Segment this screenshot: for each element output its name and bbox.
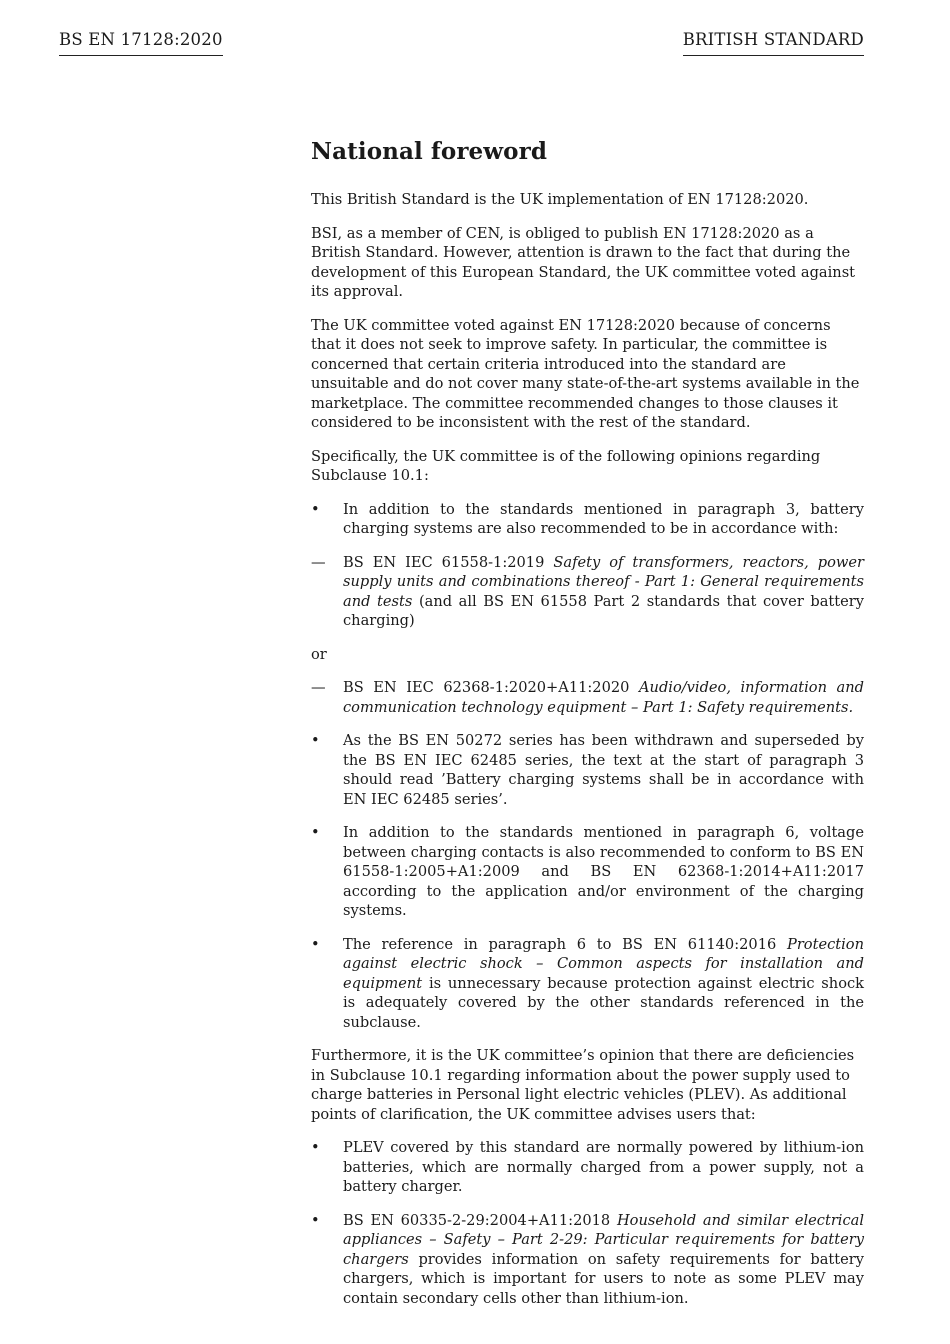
bullet-marker: • bbox=[311, 1211, 320, 1229]
paragraph-vote-against: The UK committee voted against EN 17128:2020 because of concerns that it does not seek to improve safety. In particular, the committee is concerned that certain criteria introduced into the standard are unsuitable and do not cover many state-of-the-art systems available in the marketplace. The committee recommended changes to those clauses it considered to be inconsistent with the rest of the standard. bbox=[311, 316, 860, 431]
list-item bbox=[311, 678, 864, 717]
list-item-text: is unnecessary because protection against electric shock is adequately covered by the other standards referenced in the subclause. bbox=[343, 974, 864, 1031]
standard-title: Protection against electric shock – Common aspects for installation and equipment bbox=[343, 935, 864, 992]
standard-title: Audio/video, information and communication technology equipment – Part 1: Safety requirements. bbox=[343, 679, 864, 716]
list-item bbox=[311, 1138, 864, 1197]
paragraph-cen-obligation: BSI, as a member of CEN, is obliged to publish EN 17128:2020 as a British Standard. However, attention is drawn to the fact that during the development of this European Standard, the UK committee voted against its approval. bbox=[311, 224, 856, 300]
list-item-text: In addition to the standards mentioned in paragraph 6, voltage between charging contacts is also recommended to conform to BS EN 61558-1:2005+A1:2009 and BS EN 62368-1:2014+A11:2017 according to the application and/or environment of the charging systems. bbox=[343, 824, 864, 919]
list-item bbox=[311, 935, 864, 1033]
list-item-text: In addition to the standards mentioned in paragraph 3, battery charging systems are also recommended to be in accordance with: bbox=[343, 500, 864, 537]
bullet-marker: • bbox=[311, 824, 320, 841]
standard-title: Safety of transformers, reactors, power supply units and combinations thereof - Part 1: General requirements and tests bbox=[343, 553, 864, 610]
list-item-text: PLEV covered by this standard are normally powered by lithium-ion batteries, which are normally charged from a power supply, not a battery charger. bbox=[343, 1139, 864, 1195]
conjunction-or: or bbox=[311, 645, 327, 663]
standard-reference: BS EN IEC 62368-1:2020+A11:2020 bbox=[343, 679, 639, 696]
foreword-body bbox=[311, 138, 864, 1322]
list-item bbox=[311, 823, 864, 921]
list-item bbox=[311, 731, 864, 809]
list-item-text: provides information on safety requirements for battery chargers, which is important for users to note as some PLEV may contain secondary cells other than lithium-ion. bbox=[343, 1250, 864, 1307]
paragraph-implementation: This British Standard is the UK implementation of EN 17128:2020. bbox=[311, 191, 809, 208]
header-document-number: BS EN 17128:2020 bbox=[59, 30, 223, 56]
bullet-marker: • bbox=[311, 935, 320, 953]
list-item bbox=[311, 500, 864, 539]
standard-title: Household and similar electrical appliances – Safety – Part 2-29: Particular requirements for battery chargers bbox=[343, 1211, 865, 1268]
dash-marker: — bbox=[311, 679, 326, 696]
list-item bbox=[311, 1211, 864, 1309]
page-title: National foreword bbox=[311, 138, 548, 165]
paragraph-opinions-intro: Specifically, the UK committee is of the following opinions regarding Subclause 10.1: bbox=[311, 447, 821, 484]
bullet-marker: • bbox=[311, 732, 320, 749]
standard-reference: BS EN IEC 61558-1:2019 bbox=[343, 553, 554, 571]
bullet-marker: • bbox=[311, 500, 320, 518]
bullet-marker: • bbox=[311, 1139, 320, 1156]
paragraph-deficiencies: Furthermore, it is the UK committee’s opinion that there are deficiencies in Subclause 10.1 regarding information about the power supply used to charge batteries in Personal light electric vehicles (PLEV). As additional points of clarification, the UK committee advises users that: bbox=[311, 1047, 855, 1123]
standard-reference: BS EN 60335-2-29:2004+A11:2018 bbox=[343, 1211, 617, 1229]
dash-marker: — bbox=[311, 553, 326, 571]
list-item-text: (and all BS EN 61558 Part 2 standards that cover battery charging) bbox=[343, 592, 864, 629]
list-item-text: As the BS EN 50272 series has been withdrawn and superseded by the BS EN IEC 62485 series, the text at the start of paragraph 3 should read ’Battery charging systems shall be in accordance with EN IEC 62485 series’. bbox=[343, 732, 864, 808]
list-item bbox=[311, 553, 864, 631]
list-item-text: The reference in paragraph 6 to BS EN 61140:2016 bbox=[343, 935, 788, 953]
header-publisher-label: BRITISH STANDARD bbox=[683, 30, 864, 56]
